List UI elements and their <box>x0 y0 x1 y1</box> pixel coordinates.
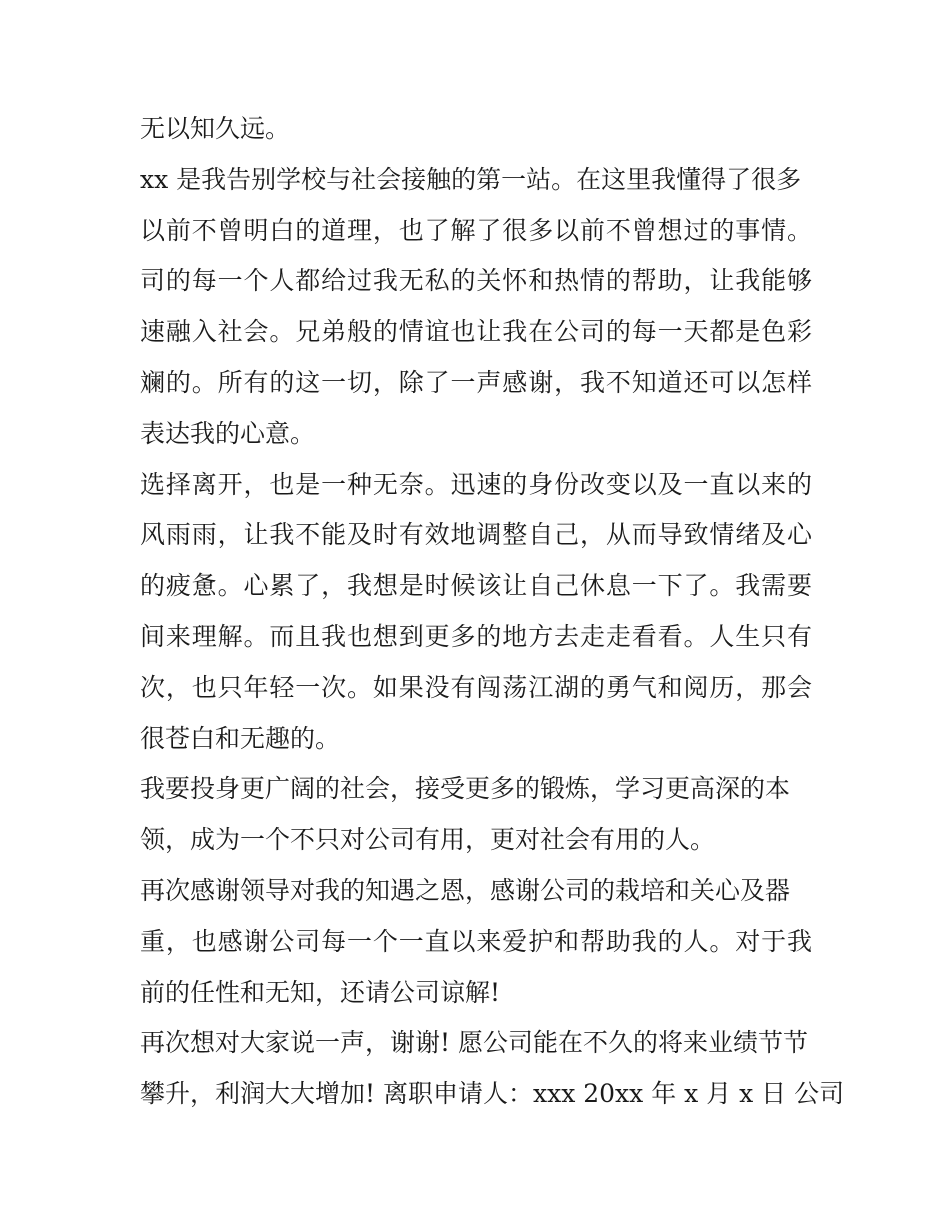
text-line: 无以知久远。 <box>140 114 291 143</box>
paragraph <box>140 866 812 1018</box>
text-line: 风雨雨，让我不能及时有效地调整自己，从而导致情绪及心 <box>140 520 812 550</box>
paragraph <box>140 460 812 765</box>
text-line: 再次感谢领导对我的知遇之恩，感谢公司的栽培和关心及器 <box>140 875 791 905</box>
text-line: xx 是我告别学校与社会接触的第一站。在这里我懂得了很多 <box>140 164 802 194</box>
text-line: 斓的。所有的这一切，除了一声感谢，我不知道还可以怎样 <box>140 367 812 397</box>
paragraph <box>140 1018 845 1120</box>
paragraph <box>140 155 812 460</box>
text-line: 司的每一个人都给过我无私的关怀和热情的帮助，让我能够 <box>140 266 812 296</box>
text-line: 重，也感谢公司每一个一直以来爱护和帮助我的人。对于我 <box>140 926 812 956</box>
text-line: 选择离开，也是一种无奈。迅速的身份改变以及一直以来的 <box>140 469 812 499</box>
text-line: 以前不曾明白的道理，也了解了很多以前不曾想过的事情。 <box>140 215 812 245</box>
paragraph <box>140 764 812 866</box>
text-line: 前的任性和无知，还请公司谅解! <box>140 977 501 1007</box>
text-line: 很苍白和无趣的。 <box>140 723 341 753</box>
text-line: 领，成为一个不只对公司有用，更对社会有用的人。 <box>140 825 716 855</box>
text-line: 我要投身更广阔的社会，接受更多的锻炼，学习更高深的本 <box>140 774 791 804</box>
paragraph <box>140 104 812 155</box>
text-line: 的疲惫。心累了，我想是时候该让自己休息一下了。我需要 <box>140 571 812 601</box>
text-line: 次，也只年轻一次。如果没有闯荡江湖的勇气和阅历，那会 <box>140 672 812 702</box>
text-line: 表达我的心意。 <box>140 418 316 448</box>
text-line: 再次想对大家说一声，谢谢! 愿公司能在不久的将来业绩节节 <box>140 1028 808 1058</box>
text-line: 攀升，利润大大增加! 离职申请人：xxx 20xx 年 x 月 x 日 公司 <box>140 1079 845 1109</box>
text-line: 间来理解。而且我也想到更多的地方去走走看看。人生只有 <box>140 621 812 651</box>
document-body <box>140 104 845 1120</box>
text-line: 速融入社会。兄弟般的情谊也让我在公司的每一天都是色彩 <box>140 317 812 347</box>
